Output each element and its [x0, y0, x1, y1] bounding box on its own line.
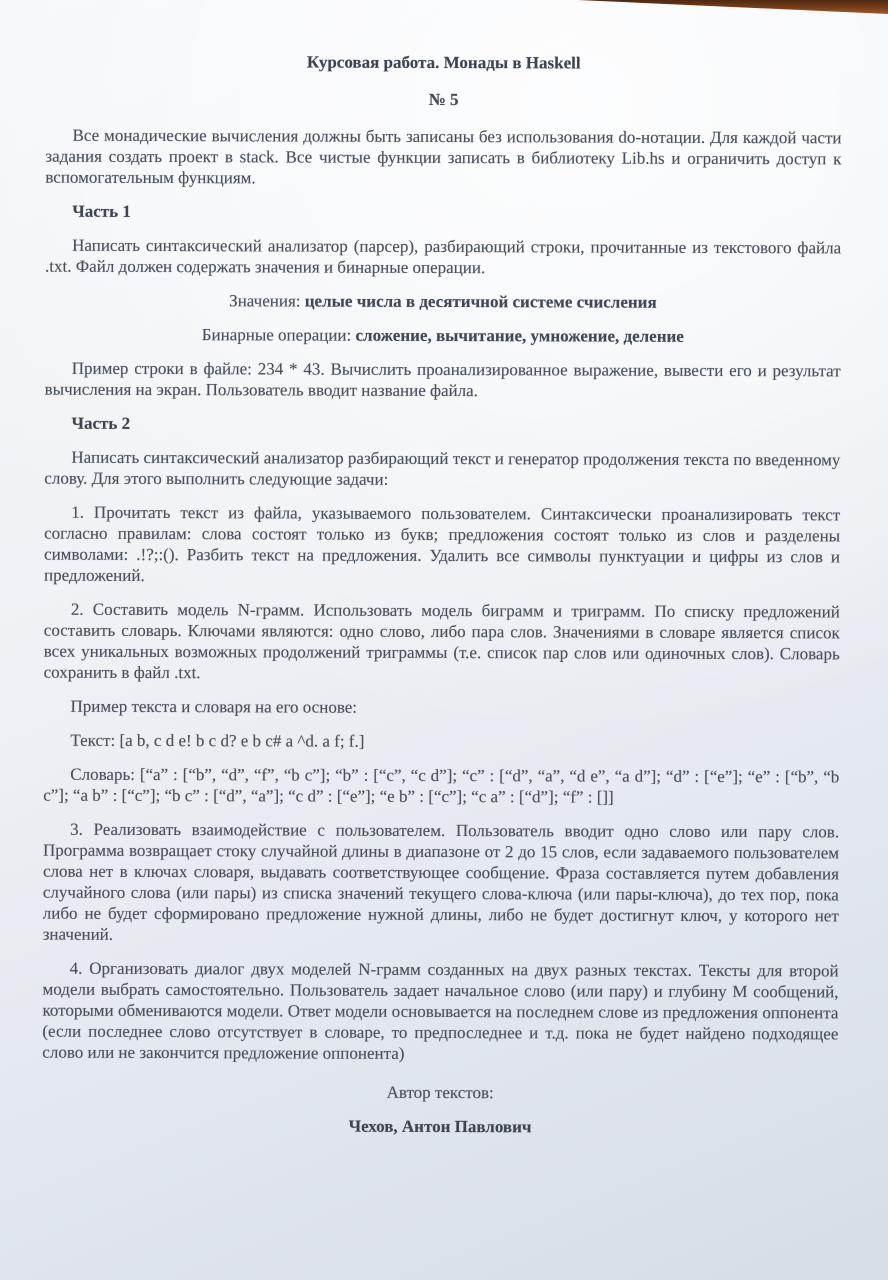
example-dictionary: Словарь: [“a” : [“b”, “d”, “f”, “b c”]; “b” : [“c”, “c d”]; “c” : [“d”, “a”, “d e”, “a d”]; “d” : [“e”]; “e” : [“b”, “b c”]; “a b” : [“c”]; “b c” : [“d”, “a”]; “c d” : [“e”]; “e b” : [“c”]; “c a” : [“d”]; “f” : []]: [43, 764, 840, 807]
values-line: [45, 290, 841, 314]
example-intro: Пример текста и словаря на его основе:: [70, 696, 358, 717]
operations-text: сложение, вычитание, умножение, деление: [355, 325, 684, 346]
author-label: Автор текстов:: [386, 1082, 494, 1103]
intro-paragraph: Все монадические вычисления должны быть записаны без использования do-нотации. Для каждой части задания создать проект в stack. Все чистые функции записать в библиотеку Lib.hs и ограничить доступ к вспомогательным функциям.: [45, 125, 842, 188]
doc-number: № 5: [428, 89, 459, 110]
part1-heading: Часть 1: [72, 201, 131, 221]
part2-intro: Написать синтаксический анализатор разбирающий текст и генератор продолжения текста по введенному слову. Для этого выполнить следующие задачи:: [44, 447, 841, 489]
task-4: 4. Организовать диалог двух моделей N-грамм созданных на двух разных текстах. Тексты для второй модели выбрать самостоятельно. Пользователь задает начальное слово (или пару) и глубину М сообщений, которыми обмениваются модели. Ответ модели основывается на последнем слове из предложения оппонента (если последнее слово отсутствует в словаре, то предпоследнее и т.д. пока не будет найдено подходящее слово или не закончится предложение оппонента): [42, 958, 839, 1063]
operations-label: Бинарные операции:: [201, 325, 352, 345]
doc-title: Курсовая работа. Монады в Haskell: [306, 52, 581, 73]
author-block: [42, 1081, 838, 1139]
task-1: 1. Прочитать текст из файла, указываемого пользователем. Синтаксически проанализировать текст согласно правилам: слова состоят только из букв; предложения состоят только из слов и разделены символами: .!?;:(). Разбить текст на предложения. Удалить все символы пунктуации и цифры из слов и предложений.: [43, 502, 841, 585]
author-name: Чехов, Антон Павлович: [348, 1116, 532, 1137]
task-2: 2. Составить модель N-грамм. Использовать модель биграмм и триграмм. По списку предложений составить словарь. Ключами являются: одно слово, либо пара слов. Значениями в словаре является список всех уникальных возможных продолжений триграммы (т.е. список пар слов или одиночных слов). Словарь сохранить в файл .txt.: [43, 599, 840, 683]
values-label: Значения:: [229, 291, 301, 311]
part2-heading: Часть 2: [71, 413, 131, 433]
example-text: Текст: [a b, c d e! b c d? e b c# a ^d. a f; f.]: [70, 730, 365, 751]
part1-paragraph-1: Написать синтаксический анализатор (парсер), разбирающий строки, прочитанные из текстового файла .txt. Файл должен содержать значения и бинарные операции.: [45, 235, 842, 278]
task-3: 3. Реализовать взаимодействие с пользователем. Пользователь вводит одно слово или пару слов. Программа возвращает стоку случайной длины в диапазоне от 2 до 15 слов, если задаваемого пользователем слова нет в ключах словаря, выдавать соответствующее сообщение. Фраза составляется путем добавления случайного слова (или пары) из списка значений текущего слова-ключа (или пары-ключа), до тех пор, пока либо не будет сформировано предложение нужной длины, либо не будет достигнут ключ, у которого нет значений.: [42, 819, 840, 944]
values-text: целые числа в десятичной системе счисления: [304, 291, 657, 312]
part1-paragraph-2: Пример строки в файле: 234 * 43. Вычислить проанализированное выражение, вывести его и результат вычисления на экран. Пользователь вводит название файла.: [44, 358, 841, 401]
operations-line: [45, 324, 841, 348]
